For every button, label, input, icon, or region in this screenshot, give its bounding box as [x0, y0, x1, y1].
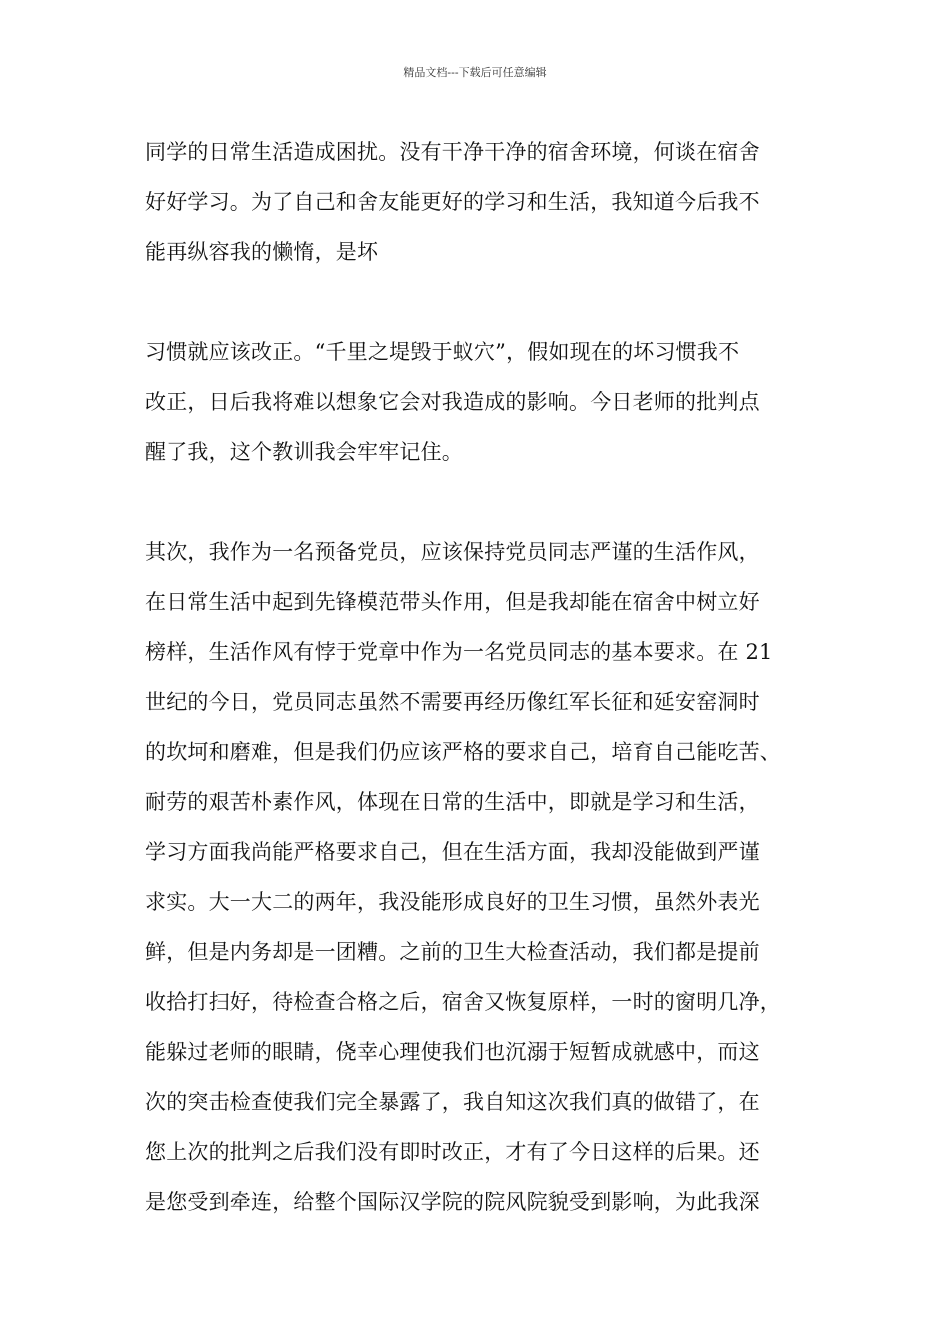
paragraph-2 [145, 336, 825, 486]
document-body [145, 136, 825, 1236]
text-line: 您上次的批判之后我们没有即时改正，才有了今日这样的后果。还 [145, 1140, 760, 1164]
text-line: 习惯就应该改正。“千里之堤毁于蚁穴”，假如现在的坏习惯我不 [145, 340, 740, 364]
paragraph-3 [145, 536, 825, 1236]
text-line: 在日常生活中起到先锋模范带头作用，但是我却能在宿舍中树立好 [145, 590, 760, 614]
paragraph-1 [145, 136, 825, 286]
text-line: 学习方面我尚能严格要求自己，但在生活方面，我却没能做到严谨 [145, 840, 760, 864]
text-line: 好好学习。为了自己和舍友能更好的学习和生活，我知道今后我不 [145, 190, 760, 214]
text-line: 改正，日后我将难以想象它会对我造成的影响。今日老师的批判点 [145, 390, 760, 414]
text-line: 次的突击检查使我们完全暴露了，我自知这次我们真的做错了，在 [145, 1090, 760, 1114]
text-line: 是您受到牵连，给整个国际汉学院的院风院貌受到影响，为此我深 [145, 1190, 760, 1214]
text-line: 求实。大一大二的两年，我没能形成良好的卫生习惯，虽然外表光 [145, 890, 760, 914]
paragraph-gap [145, 486, 825, 536]
text-line: 世纪的今日，党员同志虽然不需要再经历像红军长征和延安窑洞时 [145, 690, 760, 714]
text-line: 能再纵容我的懒惰，是坏 [145, 240, 379, 264]
text-line: 其次，我作为一名预备党员，应该保持党员同志严谨的生活作风， [145, 540, 760, 564]
text-line: 榜样，生活作风有悖于党章中作为一名党员同志的基本要求。在 21 [145, 640, 773, 664]
text-line: 耐劳的艰苦朴素作风，体现在日常的生活中，即就是学习和生活， [145, 790, 760, 814]
text-line: 能躲过老师的眼睛，侥幸心理使我们也沉溺于短暂成就感中，而这 [145, 1040, 760, 1064]
text-line: 收拾打扫好，待检查合格之后，宿舍又恢复原样，一时的窗明几净， [145, 990, 781, 1014]
page-header: 精品文档---下载后可任意编辑 [403, 66, 547, 79]
text-line: 的坎坷和磨难，但是我们仍应该严格的要求自己，培育自己能吃苦、 [145, 740, 781, 764]
text-line: 同学的日常生活造成困扰。没有干净干净的宿舍环境，何谈在宿舍 [145, 140, 760, 164]
text-line: 醒了我，这个教训我会牢牢记住。 [145, 440, 463, 464]
text-line: 鲜，但是内务却是一团糟。之前的卫生大检查活动，我们都是提前 [145, 940, 760, 964]
paragraph-gap [145, 286, 825, 336]
